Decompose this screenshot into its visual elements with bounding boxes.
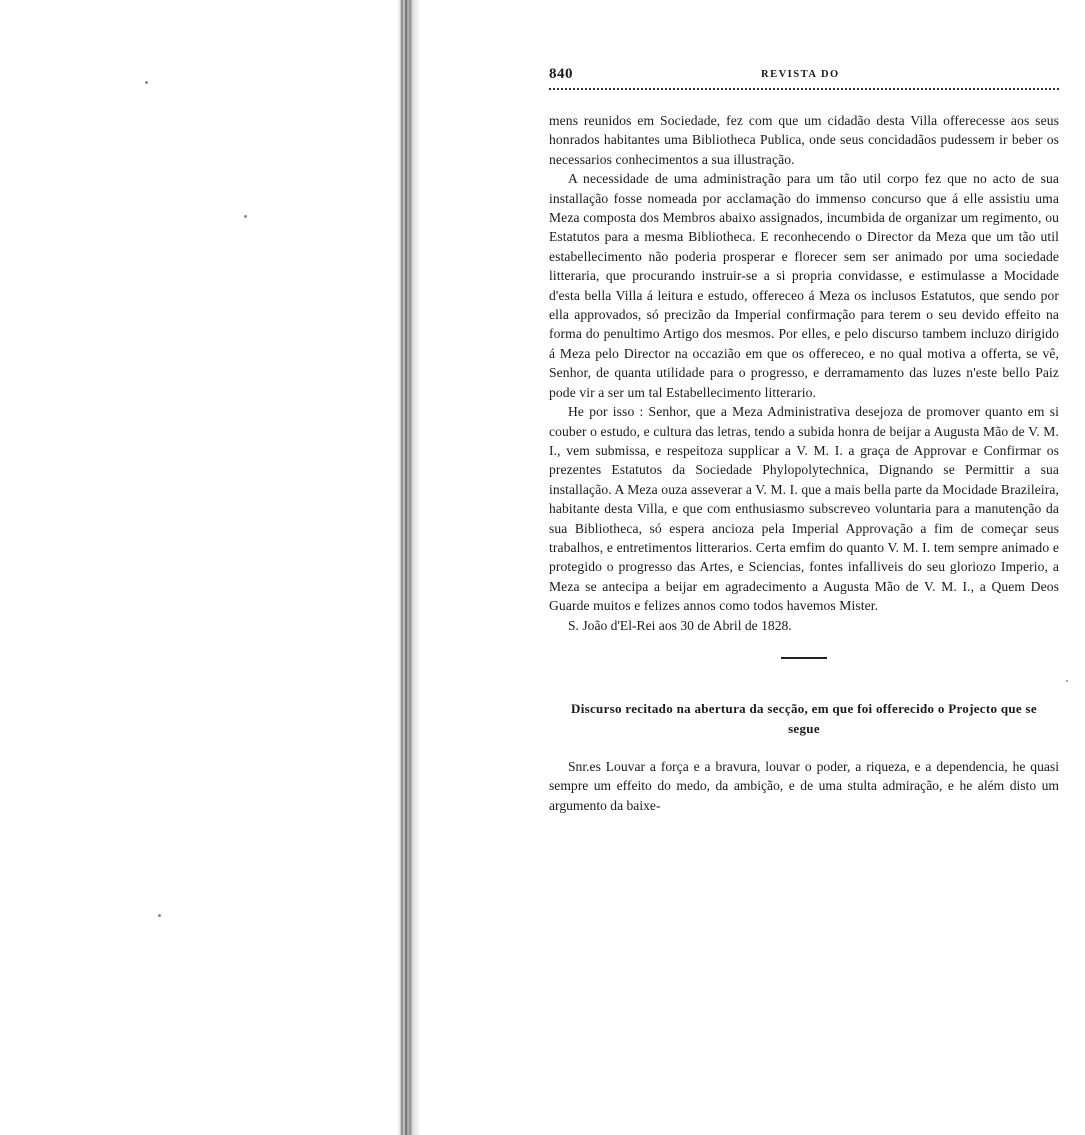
- running-head: REVISTA DO: [761, 69, 840, 80]
- paragraph-1: mens reunidos em Sociedade, fez com que um cidadão desta Villa offerecesse aos seus honrados habitantes uma Bibliotheca Publica, onde seus concidadãos pudessem ir beber os necessarios conhecimentos a sua illustração.: [549, 113, 1059, 167]
- section-paragraph-1: Snr.es Louvar a força e a bravura, louvar o poder, a riqueza, e a dependencia, he quasi sempre um effeito do medo, da ambição, e de uma stulta admiração, e he além disto um argumento da baixe-: [549, 758, 1059, 813]
- signoff-date: S. João d'El-Rei aos 30 de Abril de 1828.: [568, 617, 792, 633]
- paper-speck: [244, 215, 247, 218]
- page-number: 840: [549, 66, 573, 82]
- paper-speck: [145, 81, 148, 84]
- letter-body: [549, 111, 1059, 616]
- paragraph-2: A necessidade de uma administração para um tão util corpo fez que no acto de sua installação fosse nomeada por acclamação do immenso concurso que á elle assistiu uma Meza composta dos Membros abaixo assignados, incumbida de organizar um regimento, ou Estatutos para a mesma Bibliotheca. E reconhecendo o Director da Meza que um tão util estabellecimento não poderia prosperar e florecer sem ser animado por uma sociedade litteraria, que procurando instruir-se a si propria convidasse, e estimulasse a Mocidade d'esta bella Villa á leitura e estudo, offereceo á Meza os inclusos Estatutos, que sendo por ella approvados, só precizão da Imperial confirmação para terem o seu devido effeito na forma do penultimo Artigo dos mesmos. Por elles, e pelo discurso tambem incluzo dirigido á Meza pelo Director na occazião em que os offereceo, e no qual motiva a offerta, se vê, Senhor, de quanta utilidade para o progresso, e derramamento das luzes n'este bello Paiz pode vir a ser um tal Estabellecimento litterario.: [549, 171, 1059, 400]
- book-spine: [397, 0, 419, 1135]
- section-body: [549, 757, 1059, 815]
- section-title: Discurso recitado na abertura da secção, em que foi offerecido o Projecto que se segue: [571, 700, 1037, 736]
- paragraph-3: He por isso : Senhor, que a Meza Administrativa desejoza de promover quanto em si couber o estudo, e cultura das letras, tendo a subida honra de beijar a Augusta Mão de V. M. I., vem submissa, e respeitoza supplicar a V. M. I. a graça de Approvar e Confirmar os prezentes Estatutos da Sociedade Phylopolytechnica, Dignando se Permittir a sua installação. A Meza ouza asseverar a V. M. I. que a mais bella parte da Mocidade Brazileira, habitante desta Villa, e que com enthusiasmo subscreveo voluntaria para a manutenção da sua Bibliotheca, só espera ancioza pela Imperial Approvação a fim de começar seus trabalhos, e entretimentos litterarios. Certa emfim do quanto V. M. I. tem sempre animado e protegido o progresso das Artes, e Sciencias, fontes infalliveis do seu gloriozo Imperio, a Meza se antecipa a beijar em agradecimento a Augusta Mão de V. M. I., a Quem Deos Guarde muitos e felizes annos como todos havemos Mister.: [549, 404, 1059, 614]
- right-page: [549, 60, 1059, 815]
- paper-speck: [1066, 680, 1068, 682]
- paper-speck: [158, 914, 161, 917]
- page-header: [549, 60, 1059, 90]
- section-divider: [781, 657, 827, 659]
